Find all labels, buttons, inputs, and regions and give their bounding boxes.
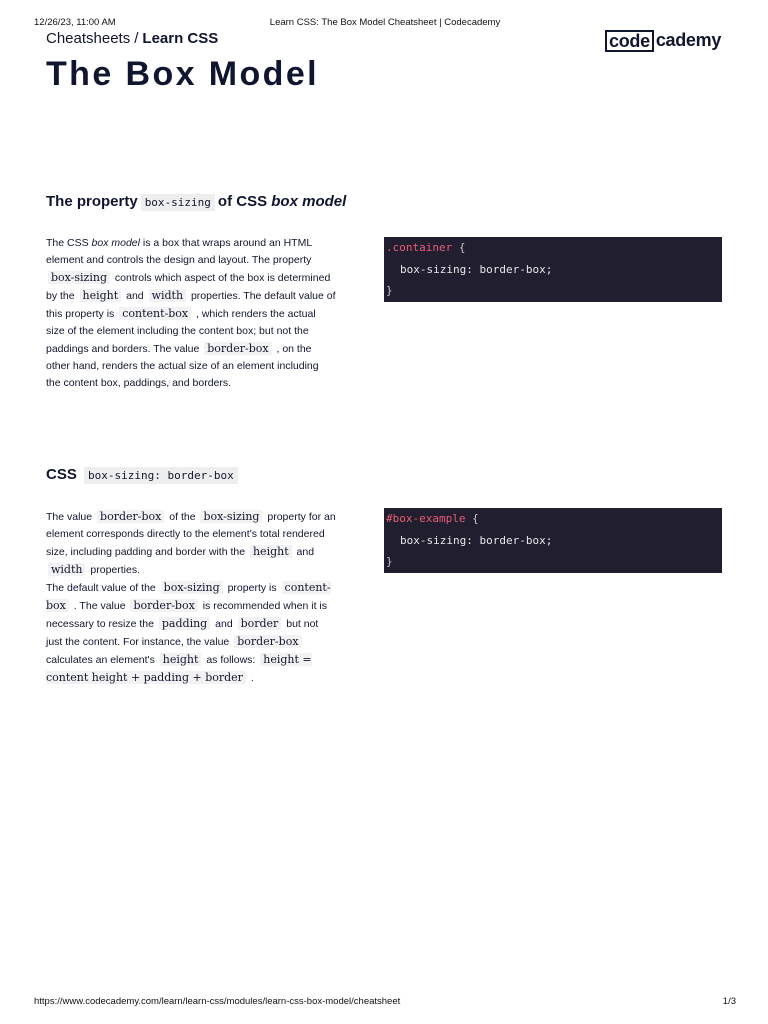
print-footer xyxy=(34,996,736,1007)
inline-code: height = content height + padding + border xyxy=(46,653,312,684)
inline-code: content-box xyxy=(119,307,191,320)
code-example-box-example: #box-example { box-sizing: border-box; } xyxy=(384,508,722,573)
inline-code: border-box xyxy=(97,510,164,523)
page-number: 1/3 xyxy=(722,996,736,1007)
breadcrumb-cheatsheets[interactable]: Cheatsheets xyxy=(46,30,131,47)
inline-code: border-box xyxy=(130,599,197,612)
print-header xyxy=(34,17,736,29)
section2-description: The value border-box of the box-sizing property for an element corresponds directly to the element's total rendered size, including padding and border with the height and width properties. The default value of the box-sizing property is content-box . The value border-box is recommended when it is necessary to resize the padding and border but not just the content. For instance, the value border-box calculates an element's height as follows: height = content height + padding + border . xyxy=(46,510,336,684)
inline-code: box-sizing xyxy=(48,271,110,284)
inline-code: border-box xyxy=(234,635,301,648)
code-example-container: .container { box-sizing: border-box; } xyxy=(384,237,722,302)
inline-code: box-sizing xyxy=(200,510,262,523)
title-code-chip: box-sizing xyxy=(141,194,215,211)
code-selector: #box-example xyxy=(386,512,466,525)
codecademy-logo[interactable] xyxy=(605,29,721,52)
page-title: The Box Model xyxy=(46,55,319,93)
code-declaration: box-sizing: border-box; xyxy=(400,533,553,547)
section1-description: The CSS box model is a box that wraps around an HTML element and controls the design and layout. The property box-sizing controls which aspect of the box is determined by the height and width properties. The default value of this property is content-box , which renders the actual size of the element including the content box; but not the paddings and borders. The value border-box , on the other hand, renders the actual size of an element including the content box, paddings, and borders. xyxy=(46,237,336,389)
section-title-border-box: CSS box-sizing: border-box xyxy=(46,466,241,483)
inline-code: height xyxy=(80,289,122,302)
inline-code: content-box xyxy=(46,581,331,612)
title-code-chip: box-sizing: border-box xyxy=(84,467,238,484)
inline-code: box-sizing xyxy=(161,581,223,594)
inline-code: height xyxy=(250,545,292,558)
inline-code: border xyxy=(238,617,282,630)
breadcrumb xyxy=(46,30,218,47)
logo-boxed-text: code xyxy=(605,30,654,52)
code-selector: .container xyxy=(386,241,453,254)
inline-code: width xyxy=(48,563,85,576)
inline-code: padding xyxy=(159,617,210,630)
print-title: Learn CSS: The Box Model Cheatsheet | Codecademy xyxy=(269,17,501,28)
inline-code: border-box xyxy=(204,342,271,355)
breadcrumb-current[interactable]: Learn CSS xyxy=(142,30,219,47)
inline-code: width xyxy=(149,289,186,302)
logo-rest-text: cademy xyxy=(655,30,722,50)
inline-code: height xyxy=(160,653,202,666)
breadcrumb-separator: / xyxy=(134,30,139,47)
print-date: 12/26/23, 11:00 AM xyxy=(34,17,116,28)
section-title-box-sizing-property: The property box-sizing of CSS box model xyxy=(46,193,347,210)
print-url[interactable]: https://www.codecademy.com/learn/learn-css/modules/learn-css-box-model/cheatsheet xyxy=(34,996,401,1007)
code-declaration: box-sizing: border-box; xyxy=(400,262,553,276)
